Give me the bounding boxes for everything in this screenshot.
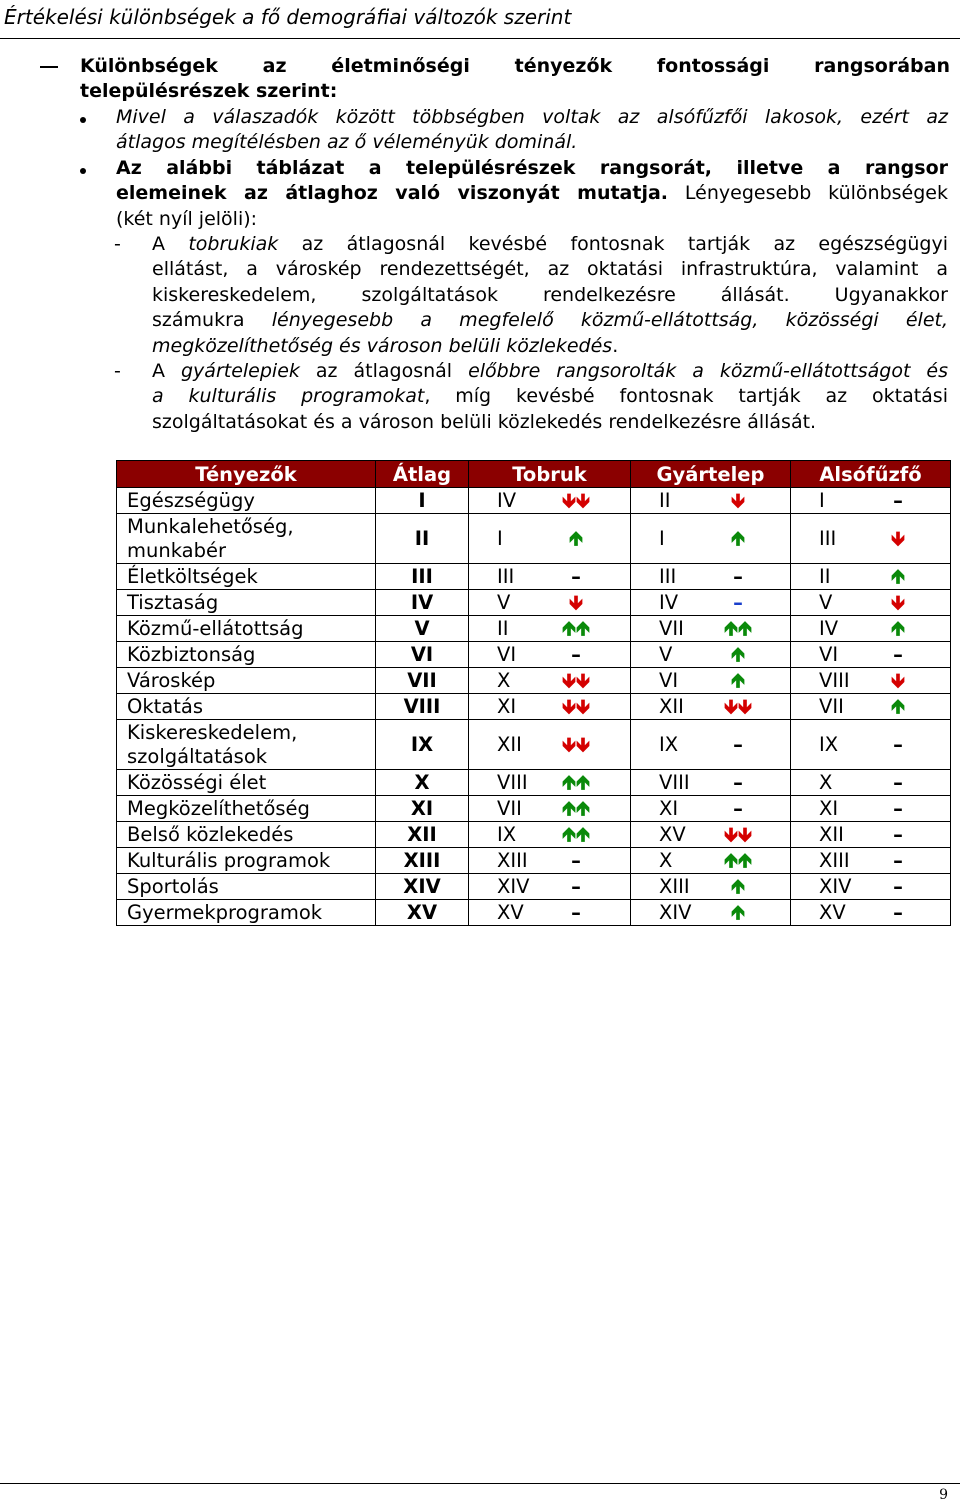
rank-value: V [819,591,833,614]
rank-value: VIII [497,771,528,794]
gyar-rank-cell [631,488,791,514]
double-up-arrow-icon: 🡹🡹 [561,617,590,640]
double-down-arrow-icon: 🡻🡻 [723,823,752,846]
average-rank-cell: XIII [376,848,469,874]
bullet-2-line2-bold: elemeinek az átlaghoz való viszonyát mutatja. [116,182,669,205]
sub1-l5-end: . [612,334,619,357]
rank-value: III [659,565,677,588]
gyar-rank-cell [631,642,791,668]
rank-value: VII [659,617,684,640]
double-down-arrow-icon: 🡻🡻 [561,489,590,512]
gyar-rank-cell [631,564,791,590]
rank-value: III [819,527,837,550]
also-rank-cell [791,900,951,926]
header-factors: Tényezők [117,461,376,488]
rank-value: II [497,617,509,640]
sub2-l1-a: A [152,360,181,382]
rank-value: XIII [659,875,690,898]
no-change-dash-icon: – [893,901,903,924]
bullet-1-text [116,105,948,156]
rank-value: XIII [497,849,528,872]
down-arrow-icon: 🡻 [890,591,905,614]
also-rank-cell [791,770,951,796]
rank-value: I [497,527,503,550]
ranking-table [116,460,951,926]
table-row [117,514,951,564]
double-up-arrow-icon: 🡹🡹 [723,617,752,640]
page-number: 9 [939,1487,948,1503]
no-change-dash-icon: – [893,489,903,512]
rank-value: XII [659,695,684,718]
no-change-dash-icon: – [733,591,743,614]
sub1-l4-a: számukra [152,309,272,332]
double-down-arrow-icon: 🡻🡻 [561,669,590,692]
rank-value: IX [497,823,517,846]
tobruk-rank-cell [469,694,631,720]
rank-value: X [659,849,673,872]
section-dash-marker [40,66,58,68]
rank-value: XIII [819,849,850,872]
rank-value: IV [819,617,839,640]
section-heading-line2: településrészek szerint: [80,80,338,103]
gyar-rank-cell [631,720,791,770]
up-arrow-icon: 🡹 [890,617,905,640]
factor-cell: Belső közlekedés [117,822,376,848]
also-rank-cell [791,668,951,694]
rank-value: IX [659,733,679,756]
no-change-dash-icon: – [733,565,743,588]
factor-cell: Egészségügy [117,488,376,514]
rank-value: VII [497,797,522,820]
no-change-dash-icon: – [893,771,903,794]
sub1-l4-b: lényegesebb a megfelelő közmű-ellátottság, közösségi élet, [271,309,949,332]
gyar-rank-cell [631,590,791,616]
no-change-dash-icon: – [893,797,903,820]
rank-value: XI [819,797,839,820]
up-arrow-icon: 🡹 [730,643,745,666]
rank-value: VI [819,643,839,666]
gyar-rank-cell [631,616,791,642]
header-average: Átlag [376,461,469,488]
bullet-1-line1: Mivel a válaszadók között többségben voltak az alsófűzfői lakosok, ezért az [116,106,948,128]
down-arrow-icon: 🡻 [568,591,583,614]
rank-value: VI [659,669,679,692]
section-heading [80,54,950,105]
rank-value: IV [659,591,679,614]
sub2-l1-d: előbbre rangsorolták a közmű-ellátottságot és [468,360,948,382]
tobruk-rank-cell [469,900,631,926]
sub2-l2-b: , míg kevésbé fontosnak tartják az oktatási [424,385,948,408]
gyar-rank-cell [631,668,791,694]
average-rank-cell: II [376,514,469,564]
table-row [117,822,951,848]
up-arrow-icon: 🡹 [730,901,745,924]
no-change-dash-icon: – [893,875,903,898]
up-arrow-icon: 🡹 [730,527,745,550]
average-rank-cell: VII [376,668,469,694]
up-arrow-icon: 🡹 [890,565,905,588]
sub-item-1-dash: - [114,233,121,255]
bullet-1-line2: átlagos megítélésben az ő véleményük dominál. [116,131,578,154]
bullet-2-icon [80,168,86,174]
sub2-l3: szolgáltatásokat és a városon belüli közlekedés rendelkezésre állását. [152,410,817,433]
rank-value: XII [497,733,522,756]
factor-cell: Kiskereskedelem, szolgáltatások [117,720,376,770]
tobruk-rank-cell [469,822,631,848]
rank-value: I [819,489,825,512]
header-tobruk: Tobruk [469,461,631,488]
rank-value: IV [497,489,517,512]
double-up-arrow-icon: 🡹🡹 [561,823,590,846]
gyar-rank-cell [631,874,791,900]
gyar-rank-cell [631,694,791,720]
factor-cell: Közösségi élet [117,770,376,796]
factor-cell: Munkalehetőség, munkabér [117,514,376,564]
no-change-dash-icon: – [571,875,581,898]
rank-value: I [659,527,665,550]
double-down-arrow-icon: 🡻🡻 [561,695,590,718]
table-row [117,564,951,590]
factor-cell: Sportolás [117,874,376,900]
average-rank-cell: III [376,564,469,590]
table-row [117,616,951,642]
factor-cell: Gyermekprogramok [117,900,376,926]
average-rank-cell: XIV [376,874,469,900]
average-rank-cell: XII [376,822,469,848]
no-change-dash-icon: – [893,643,903,666]
factor-cell: Közbiztonság [117,642,376,668]
no-change-dash-icon: – [733,797,743,820]
up-arrow-icon: 🡹 [730,875,745,898]
also-rank-cell [791,564,951,590]
sub2-l1-b: gyártelepiek [181,360,300,382]
rank-value: X [819,771,833,794]
also-rank-cell [791,694,951,720]
factor-cell: Oktatás [117,694,376,720]
factor-cell: Tisztaság [117,590,376,616]
rank-value: V [659,643,673,666]
header-gyartelep: Gyártelep [631,461,791,488]
gyar-rank-cell [631,514,791,564]
up-arrow-icon: 🡹 [730,669,745,692]
no-change-dash-icon: – [571,565,581,588]
bullet-2-line3: (két nyíl jelöli): [116,207,258,230]
bullet-1-icon [80,117,86,123]
rank-value: IX [819,733,839,756]
factor-cell: Városkép [117,668,376,694]
rank-value: III [497,565,515,588]
also-rank-cell [791,514,951,564]
table-body [117,488,951,926]
double-down-arrow-icon: 🡻🡻 [723,695,752,718]
rank-value: XI [659,797,679,820]
no-change-dash-icon: – [893,823,903,846]
no-change-dash-icon: – [733,733,743,756]
gyar-rank-cell [631,796,791,822]
bullet-2-text [116,156,948,232]
also-rank-cell [791,616,951,642]
sub1-l1-c: az átlagosnál kevésbé fontosnak tartják az egészségügyi [278,233,948,255]
table-row [117,642,951,668]
double-up-arrow-icon: 🡹🡹 [723,849,752,872]
running-header: Értékelési különbségek a fő demográfiai változók szerint [4,5,572,29]
also-rank-cell [791,848,951,874]
tobruk-rank-cell [469,874,631,900]
table-row [117,590,951,616]
gyar-rank-cell [631,900,791,926]
average-rank-cell: VIII [376,694,469,720]
also-rank-cell [791,822,951,848]
also-rank-cell [791,796,951,822]
down-arrow-icon: 🡻 [890,669,905,692]
also-rank-cell [791,590,951,616]
factor-cell: Közmű-ellátottság [117,616,376,642]
table-row [117,796,951,822]
double-up-arrow-icon: 🡹🡹 [561,797,590,820]
tobruk-rank-cell [469,796,631,822]
no-change-dash-icon: – [893,733,903,756]
average-rank-cell: VI [376,642,469,668]
also-rank-cell [791,874,951,900]
rank-value: XV [659,823,686,846]
rank-value: V [497,591,511,614]
average-rank-cell: XI [376,796,469,822]
rank-value: VII [819,695,844,718]
table-row [117,488,951,514]
sub1-l1-a: A [152,233,189,255]
no-change-dash-icon: – [893,849,903,872]
table-row [117,874,951,900]
bullet-2-line1: Az alábbi táblázat a településrészek rangsorát, illetve a rangsor [116,157,948,179]
table-row [117,720,951,770]
header-alsofuzfo: Alsófűzfő [791,461,951,488]
table-row [117,694,951,720]
up-arrow-icon: 🡹 [890,695,905,718]
sub1-l3: kiskereskedelem, szolgáltatások rendelkezésre állását. Ugyanakkor [152,283,948,306]
section-heading-line1: Különbségek az életminőségi tényezők fontossági rangsorában [80,55,950,77]
average-rank-cell: V [376,616,469,642]
table-row [117,900,951,926]
factor-cell: Kulturális programok [117,848,376,874]
tobruk-rank-cell [469,488,631,514]
sub1-l2: ellátást, a városkép rendezettségét, az oktatási infrastruktúra, valamint a [152,258,948,281]
table-row [117,668,951,694]
footer-rule [0,1483,960,1484]
factor-cell: Életköltségek [117,564,376,590]
sub-item-1-text [152,232,948,359]
sub-item-2-dash: - [114,360,121,382]
also-rank-cell [791,720,951,770]
tobruk-rank-cell [469,642,631,668]
double-up-arrow-icon: 🡹🡹 [561,771,590,794]
header-rule [0,38,960,39]
rank-value: XIV [819,875,852,898]
double-down-arrow-icon: 🡻🡻 [561,733,590,756]
no-change-dash-icon: – [733,771,743,794]
gyar-rank-cell [631,822,791,848]
rank-value: VI [497,643,517,666]
also-rank-cell [791,642,951,668]
sub2-l2-a: a kulturális programokat [152,385,425,408]
down-arrow-icon: 🡻 [730,489,745,512]
rank-value: XI [497,695,517,718]
tobruk-rank-cell [469,668,631,694]
table-header-row [117,461,951,488]
sub1-l1-b: tobrukiak [188,233,279,255]
down-arrow-icon: 🡻 [890,527,905,550]
factor-cell: Megközelíthetőség [117,796,376,822]
sub-item-2-text [152,359,948,435]
average-rank-cell: I [376,488,469,514]
gyar-rank-cell [631,848,791,874]
bullet-2-line2-rest: Lényegesebb különbségek [668,182,948,205]
average-rank-cell: IX [376,720,469,770]
rank-value: VIII [659,771,690,794]
tobruk-rank-cell [469,616,631,642]
tobruk-rank-cell [469,770,631,796]
rank-value: XII [819,823,844,846]
rank-value: XV [497,901,524,924]
rank-value: II [819,565,831,588]
average-rank-cell: IV [376,590,469,616]
rank-value: VIII [819,669,850,692]
average-rank-cell: XV [376,900,469,926]
tobruk-rank-cell [469,590,631,616]
also-rank-cell [791,488,951,514]
tobruk-rank-cell [469,720,631,770]
rank-value: XIV [497,875,530,898]
sub1-l5: megközelíthetőség és városon belüli közlekedés [152,334,613,357]
tobruk-rank-cell [469,514,631,564]
average-rank-cell: X [376,770,469,796]
rank-value: XIV [659,901,692,924]
no-change-dash-icon: – [571,901,581,924]
rank-value: II [659,489,671,512]
rank-value: X [497,669,511,692]
up-arrow-icon: 🡹 [568,527,583,550]
table-row [117,770,951,796]
no-change-dash-icon: – [571,643,581,666]
tobruk-rank-cell [469,848,631,874]
gyar-rank-cell [631,770,791,796]
no-change-dash-icon: – [571,849,581,872]
table-row [117,848,951,874]
tobruk-rank-cell [469,564,631,590]
sub2-l1-c: az átlagosnál [299,360,469,382]
rank-value: XV [819,901,846,924]
